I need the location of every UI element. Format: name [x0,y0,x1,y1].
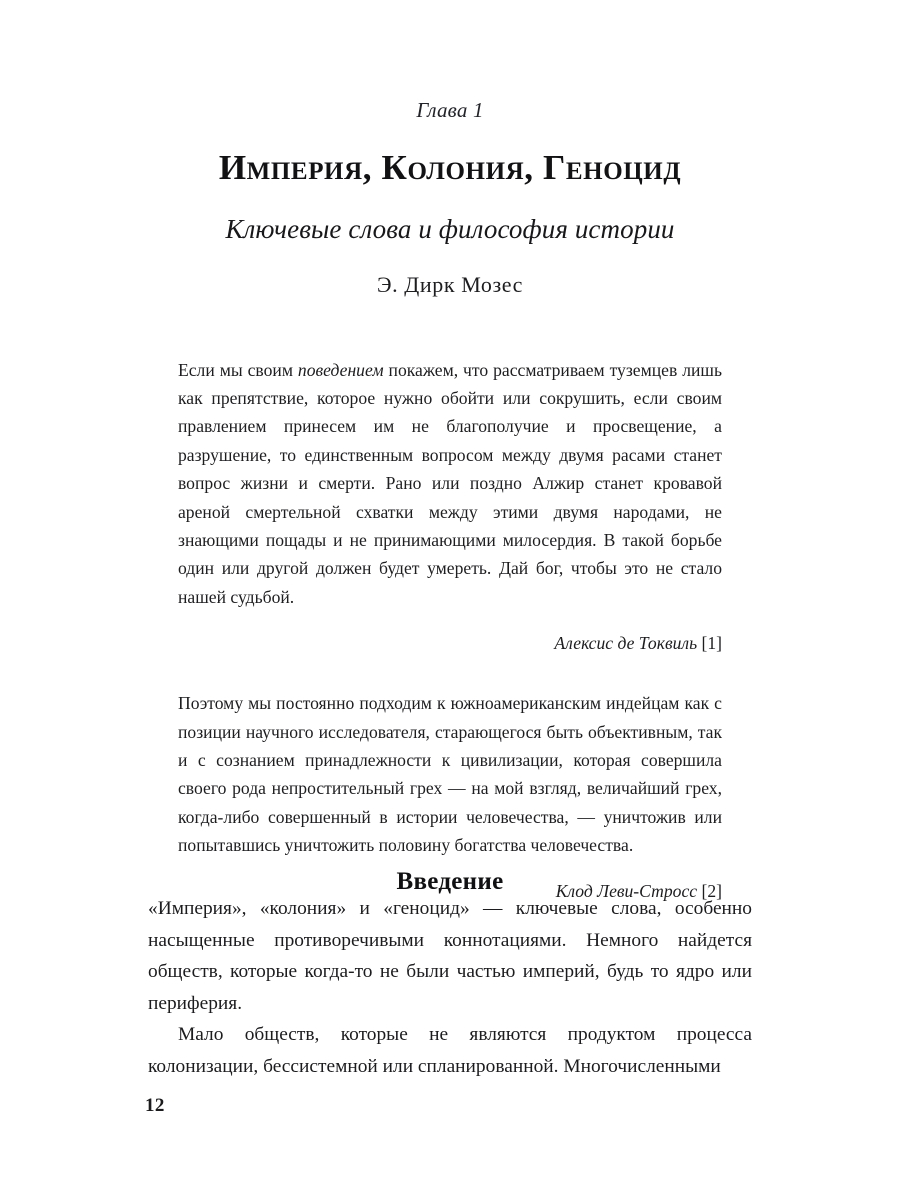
title-word-2-rest: олония, [407,148,534,187]
chapter-label: Глава 1 [416,98,484,122]
title-word-3-rest: еноцид [565,148,682,187]
body-copy [148,893,752,1083]
epigraph-1-emphasis: поведением [297,359,384,380]
epigraph-2-footnote-ref[interactable]: [2] [697,881,722,902]
epigraph-2-author: Клод Леви-Стросс [555,881,698,902]
epigraph-attribution-1 [178,629,722,657]
page-number: 12 [145,1095,165,1116]
body-paragraph-2: Мало обществ, которые не являются продуктом процесса колонизации, бессистемной или спланированной. Многочисленными [148,1024,752,1077]
epigraph-1-author: Алексис де Токвиль [554,632,698,653]
title-word-2-initial: К [381,148,408,187]
title-word-3-initial: Г [543,148,566,187]
chapter-subtitle: Ключевые слова и философия истории [225,214,675,245]
chapter-header [148,96,752,300]
epigraph-group [178,338,722,906]
title-word-1-rest: мперия, [246,148,373,187]
body-paragraph-1: «Империя», «колония» и «геноцид» — ключевые слова, особенно насыщенные противоречивыми коннотациями. Немного найдется обществ, которые когда-то не были частью империй, будь то ядро или периферия. [148,898,752,1014]
chapter-author: Э. Дирк Мозес [376,272,524,298]
section-heading-introduction: Введение [396,867,504,895]
page-title [148,147,752,189]
epigraph-text-2: Поэтому мы постоянно подходим к южноамериканским индейцам как с позиции научного исследователя, старающегося быть объективным, так и с сознанием принадлежности к цивилизации, которая совершила своего рода непростительный грех — на мой взгляд, величайший грех, когда-либо совершенный в истории человечества, — уничтожив или попытавшись уничтожить половину богатства человечества. [178,693,722,856]
title-word-3 [543,148,681,187]
epigraph-text-1 [178,356,722,612]
title-word-1 [219,148,372,187]
title-word-1-initial: И [218,148,247,187]
epigraph-1-footnote-ref[interactable]: [1] [697,632,722,653]
title-word-2 [381,148,533,187]
epigraph-1-lead: Если мы своим [178,359,298,380]
epigraph-1-tail: покажем, что рассматриваем туземцев лишь как препятствие, которое нужно обойти или сокрушить, если своим правлением принесем им не благополучие и просвещение, а разрушение, то единственным вопросом между двумя расами станет вопрос жизни и смерти. Рано или поздно Алжир станет кровавой ареной смертельной схватки между этими двумя народами, не знающими пощады и не принимающими милосердия. В такой борьбе один или другой должен будет умереть. Дай бог, чтобы это не стало нашей судьбой. [178,359,722,607]
